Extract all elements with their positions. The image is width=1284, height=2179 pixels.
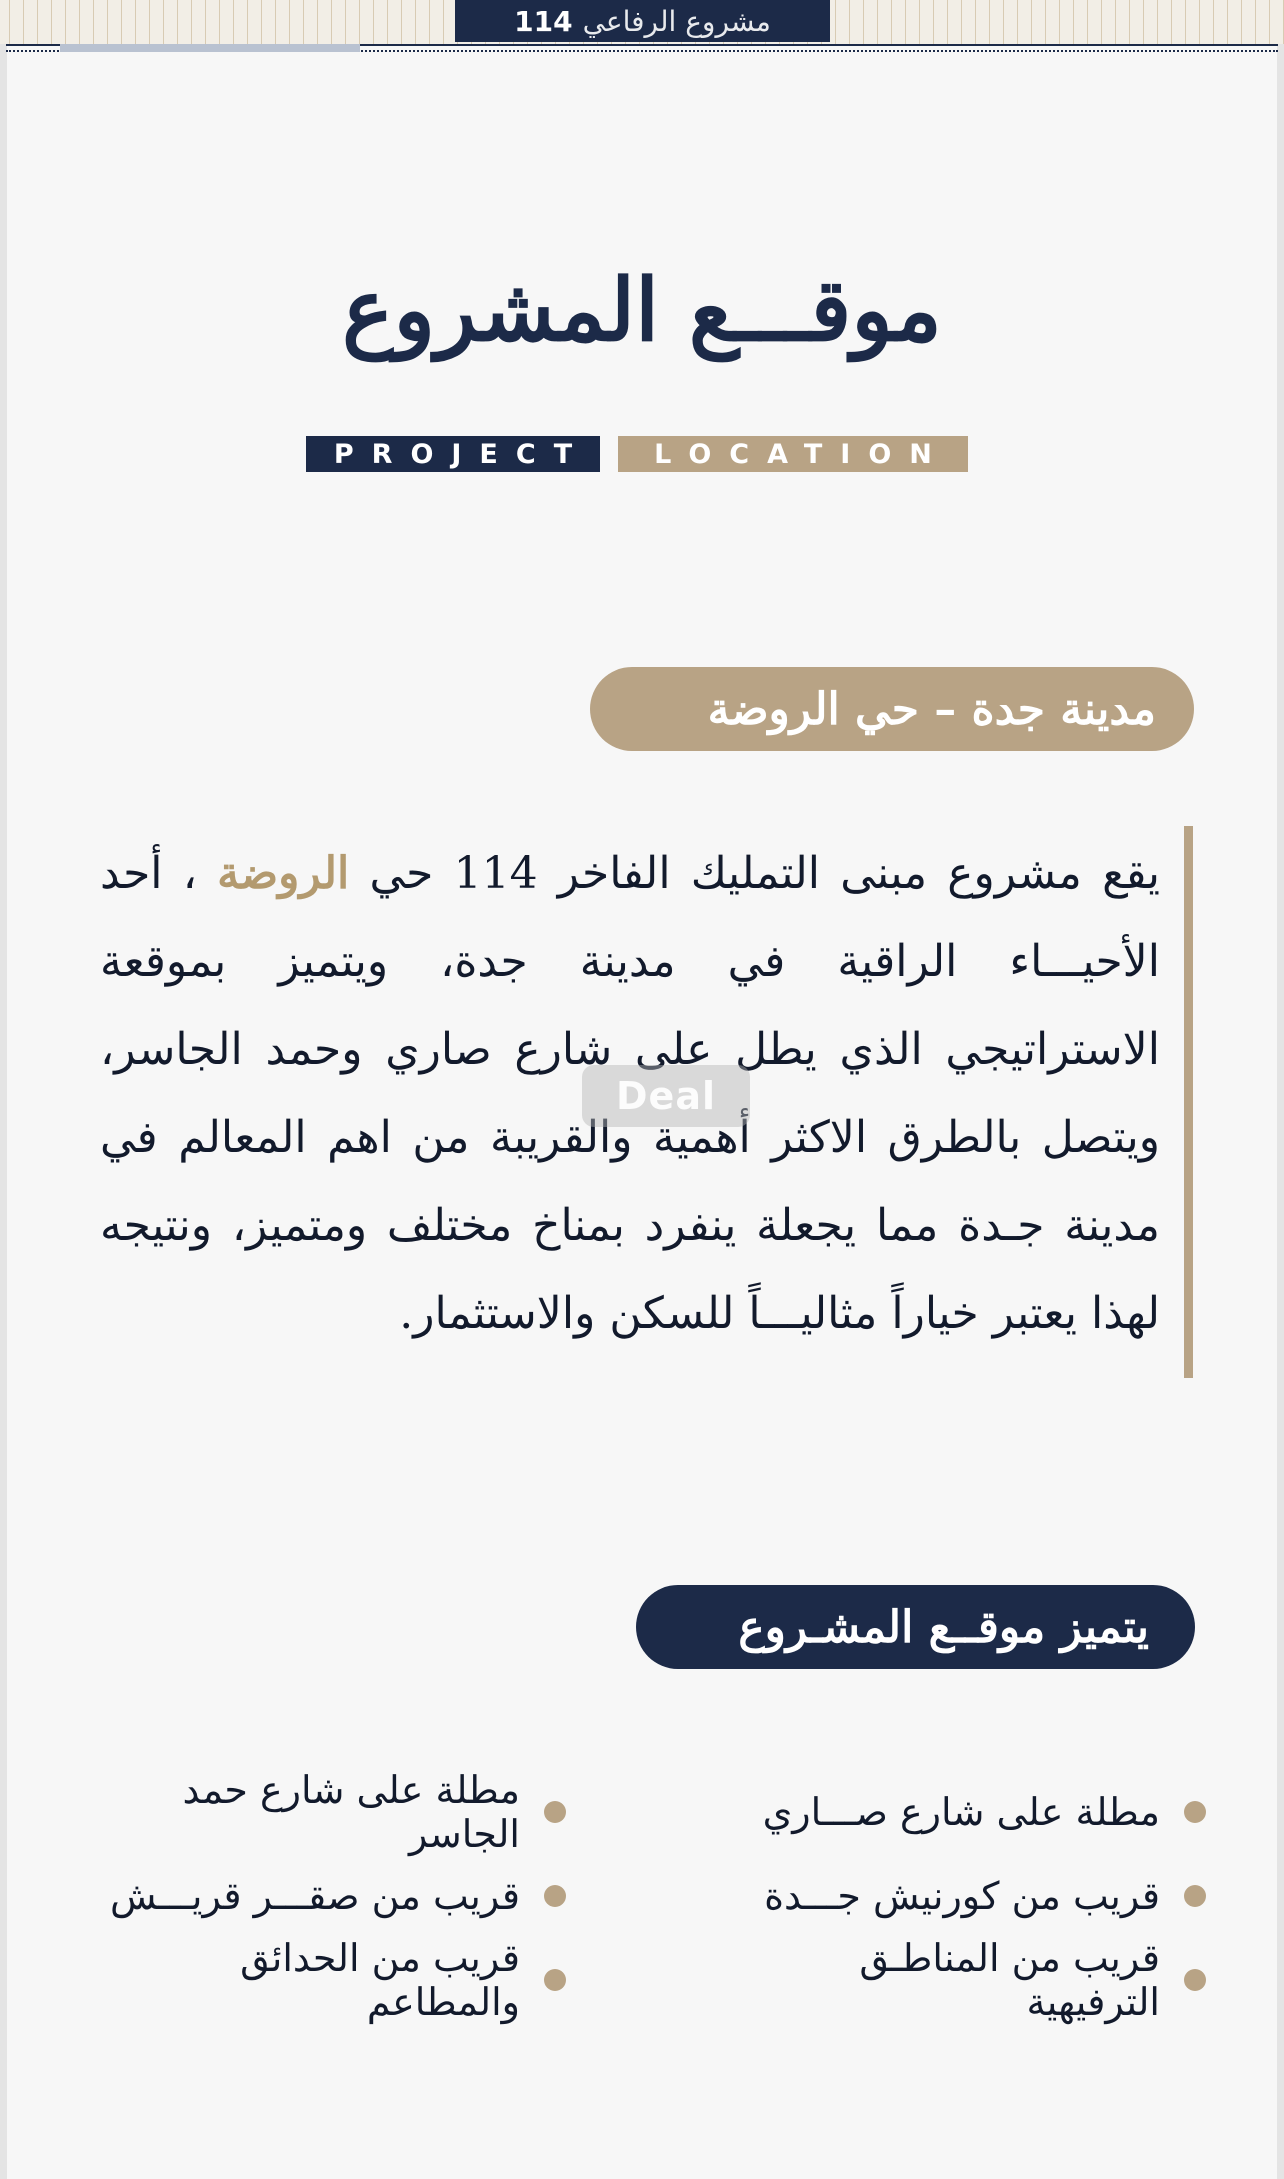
feature-item xyxy=(720,1938,1206,2022)
description-part-1: يقع مشروع مبنى التمليك الفاخر 114 حي xyxy=(349,848,1160,899)
feature-text: قريب من الحدائق والمطاعم xyxy=(240,1936,520,2024)
features-left-column xyxy=(90,1770,566,2022)
feature-text: قريب من صقـــر قريـــش xyxy=(110,1874,520,1918)
bullet-icon xyxy=(1184,1885,1206,1907)
feature-item xyxy=(720,1770,1206,1854)
description-highlight: الروضة xyxy=(217,848,350,899)
bullet-icon xyxy=(544,1885,566,1907)
features-right-column xyxy=(720,1770,1206,2022)
paragraph-accent-bar xyxy=(1184,826,1193,1378)
feature-text: مطلة على شارع صـــاري xyxy=(762,1790,1160,1834)
bullet-icon xyxy=(544,1969,566,1991)
feature-item xyxy=(720,1854,1206,1938)
top-strip-accent xyxy=(60,44,360,52)
feature-text: قريب من المناطـق الترفيهية xyxy=(859,1936,1160,2024)
city-district-pill: مدينة جدة – حي الروضة xyxy=(590,667,1194,751)
features-heading-pill: يتميز موقــع المشـروع xyxy=(636,1585,1195,1669)
description-part-2: ، أحد الأحيـــاء الراقية في مدينة جدة، ويتميز بموقعة الاستراتيجي الذي يطل على شارع صاري وحمد الجاسر، ويتصل بالطرق الاكثر أهمية والقريبة من اهم المعالم في مدينة جـدة مما يجعلة ينفرد بمناخ مختلف ومتميز، ونتيجه لهذا يعتبر خياراً مثاليـــاً للسكن والاستثمار. xyxy=(100,848,1160,1339)
feature-item xyxy=(90,1770,566,1854)
feature-text: قريب من كورنيش جـــدة xyxy=(764,1874,1160,1918)
header-project-name: مشروع الرفاعي xyxy=(582,4,771,38)
feature-text: مطلة على شارع حمد الجاسر xyxy=(182,1768,520,1856)
page-title: موقـــع المشروع xyxy=(342,260,942,361)
bullet-icon xyxy=(1184,1801,1206,1823)
location-word-box: LOCATION xyxy=(618,436,968,472)
watermark-logo: Deal xyxy=(582,1065,750,1127)
feature-item xyxy=(90,1938,566,2022)
feature-item xyxy=(90,1854,566,1938)
bullet-icon xyxy=(544,1801,566,1823)
header-project-number: 114 xyxy=(514,4,573,38)
project-location-label xyxy=(306,436,972,472)
header-tab xyxy=(455,0,830,42)
project-word-box: PROJECT xyxy=(306,436,600,472)
bullet-icon xyxy=(1184,1969,1206,1991)
